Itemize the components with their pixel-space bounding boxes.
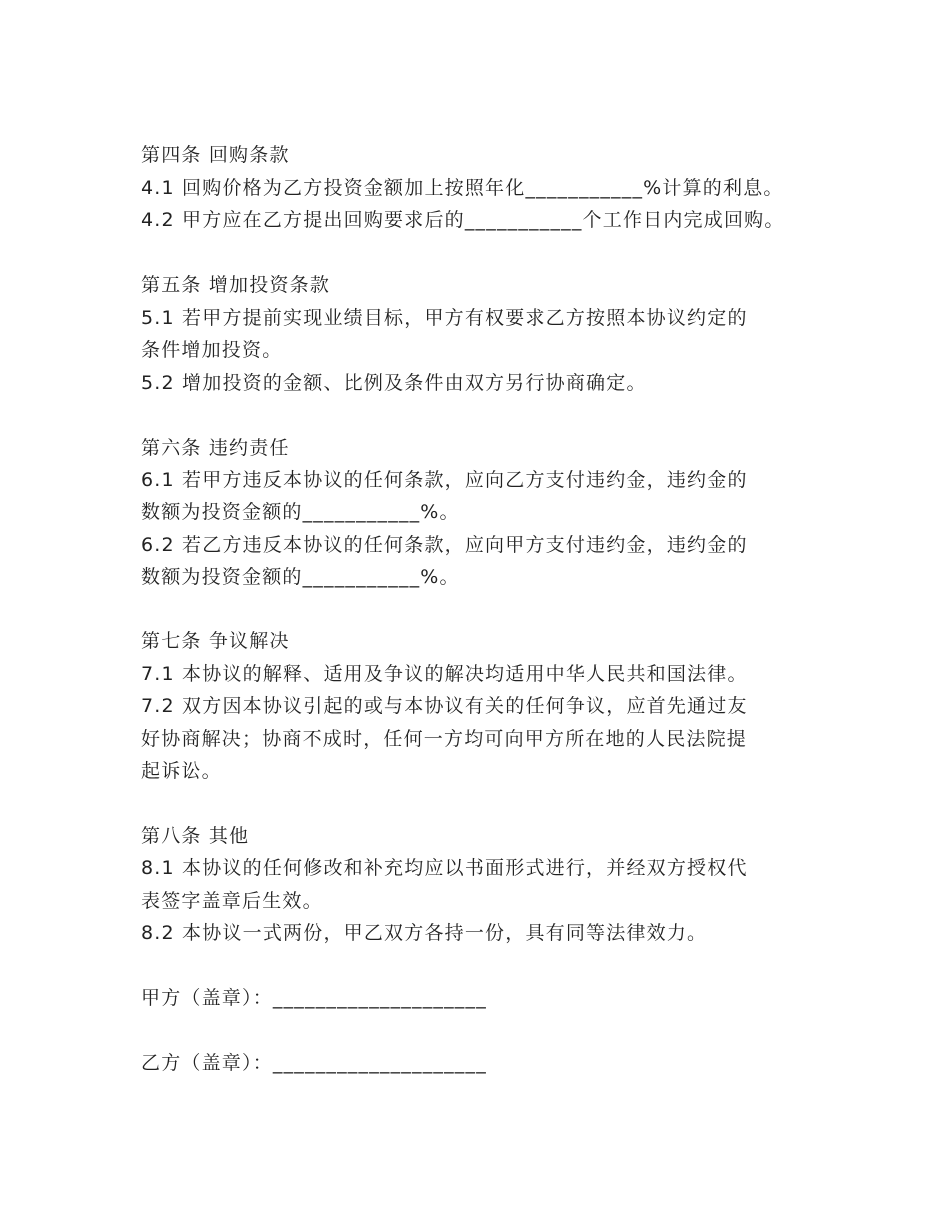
clause-8-2: 8.2 本协议一式两份，甲乙双方各持一份，具有同等法律效力。 (141, 922, 708, 944)
clause-7-2-cont-1: 好协商解决；协商不成时，任何一方均可向甲方所在地的人民法院提 (141, 728, 748, 750)
clause-6-2-cont: 数额为投资金额的___________%。 (141, 566, 460, 588)
clause-4-1: 4.1 回购价格为乙方投资金额加上按照年化___________%计算的利息。 (141, 177, 784, 199)
clause-5-1: 5.1 若甲方提前实现业绩目标，甲方有权要求乙方按照本协议约定的 (141, 307, 748, 329)
clause-4-2: 4.2 甲方应在乙方提出回购要求后的___________个工作日内完成回购。 (141, 209, 785, 231)
clause-5-1-cont: 条件增加投资。 (141, 339, 283, 361)
clause-8-1: 8.1 本协议的任何修改和补充均应以书面形式进行，并经双方授权代 (141, 857, 748, 879)
clause-8-1-cont: 表签字盖章后生效。 (141, 890, 323, 912)
section-4-heading: 第四条 回购条款 (141, 144, 290, 166)
section-5-heading: 第五条 增加投资条款 (141, 274, 331, 296)
clause-7-2-cont-2: 起诉讼。 (141, 760, 222, 782)
clause-6-1-cont: 数额为投资金额的___________%。 (141, 501, 460, 523)
clause-7-1: 7.1 本协议的解释、适用及争议的解决均适用中华人民共和国法律。 (141, 663, 748, 685)
clause-5-2: 5.2 增加投资的金额、比例及条件由双方另行协商确定。 (141, 372, 647, 394)
clause-6-2: 6.2 若乙方违反本协议的任何条款，应向甲方支付违约金，违约金的 (141, 534, 748, 556)
section-8-heading: 第八条 其他 (141, 825, 250, 847)
section-7-heading: 第七条 争议解决 (141, 630, 290, 652)
clause-6-1: 6.1 若甲方违反本协议的任何条款，应向乙方支付违约金，违约金的 (141, 469, 748, 491)
clause-7-2: 7.2 双方因本协议引起的或与本协议有关的任何争议，应首先通过友 (141, 695, 748, 717)
party-a-signature: 甲方（盖章）：____________________ (141, 987, 487, 1009)
section-6-heading: 第六条 违约责任 (141, 437, 290, 459)
party-b-signature: 乙方（盖章）：____________________ (141, 1052, 487, 1074)
